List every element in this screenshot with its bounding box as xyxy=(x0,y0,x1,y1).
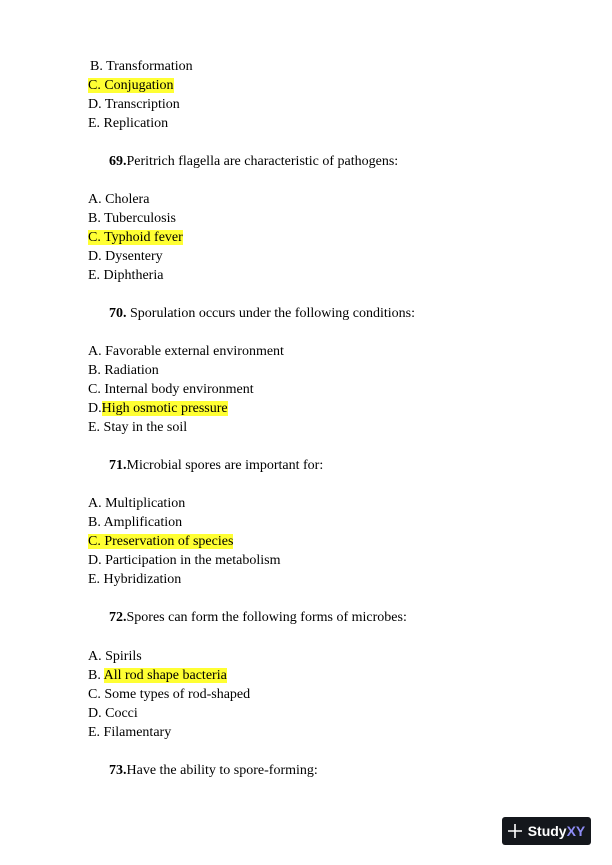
question-number: 69. xyxy=(109,154,127,169)
q72-option-b xyxy=(88,667,227,684)
brand-suffix: XY xyxy=(566,823,586,839)
question-text: Peritrich flagella are characteristic of pathogens: xyxy=(126,154,399,169)
option-prefix: B. xyxy=(88,668,104,683)
q72-option-e: E. Filamentary xyxy=(88,725,172,740)
q68-option-b: B. Transformation xyxy=(90,59,193,74)
q72-option-c: C. Some types of rod-shaped xyxy=(88,687,251,702)
q69-option-a: A. Cholera xyxy=(88,192,150,207)
question-text: Microbial spores are important for: xyxy=(126,458,324,473)
q69-option-b: B. Tuberculosis xyxy=(88,211,176,226)
q69-option-d: D. Dysentery xyxy=(88,249,163,264)
answer-highlight: C. Preservation of species xyxy=(88,534,234,549)
question-71 xyxy=(109,457,323,474)
question-text: Sporulation occurs under the following conditions: xyxy=(126,306,416,321)
question-number: 72. xyxy=(109,610,127,625)
q71-option-b: B. Amplification xyxy=(88,515,183,530)
q70-option-c: C. Internal body environment xyxy=(88,382,254,397)
question-number: 73. xyxy=(109,763,127,778)
plus-icon xyxy=(508,824,522,838)
answer-highlight: C. Conjugation xyxy=(88,78,174,93)
q72-option-d: D. Cocci xyxy=(88,706,138,721)
q70-option-a: A. Favorable external environment xyxy=(88,344,284,359)
studyxy-badge[interactable] xyxy=(502,817,591,845)
option-prefix: D. xyxy=(88,401,102,416)
question-number: 70. xyxy=(109,306,127,321)
question-69 xyxy=(109,153,398,170)
question-text: Spores can form the following forms of microbes: xyxy=(126,610,407,625)
q70-option-b: B. Radiation xyxy=(88,363,159,378)
q71-option-a: A. Multiplication xyxy=(88,496,186,511)
brand-name: Study xyxy=(527,823,567,839)
q71-option-c xyxy=(88,533,233,550)
q68-option-c xyxy=(88,77,174,94)
q68-option-d: D. Transcription xyxy=(88,97,180,112)
q71-option-d: D. Participation in the metabolism xyxy=(88,553,281,568)
question-72 xyxy=(109,609,407,626)
q70-option-e: E. Stay in the soil xyxy=(88,420,188,435)
q70-option-d xyxy=(88,400,228,417)
question-text: Have the ability to spore-forming: xyxy=(126,763,318,778)
q71-option-e: E. Hybridization xyxy=(88,572,182,587)
q68-option-e: E. Replication xyxy=(88,116,169,131)
q69-option-e: E. Diphtheria xyxy=(88,268,164,283)
q72-option-a: A. Spirils xyxy=(88,649,142,664)
answer-highlight: C. Typhoid fever xyxy=(88,230,183,245)
answer-highlight: High osmotic pressure xyxy=(101,401,228,416)
q69-option-c xyxy=(88,229,183,246)
question-70 xyxy=(109,305,415,322)
question-number: 71. xyxy=(109,458,127,473)
question-73 xyxy=(109,762,318,779)
answer-highlight: All rod shape bacteria xyxy=(103,668,227,683)
